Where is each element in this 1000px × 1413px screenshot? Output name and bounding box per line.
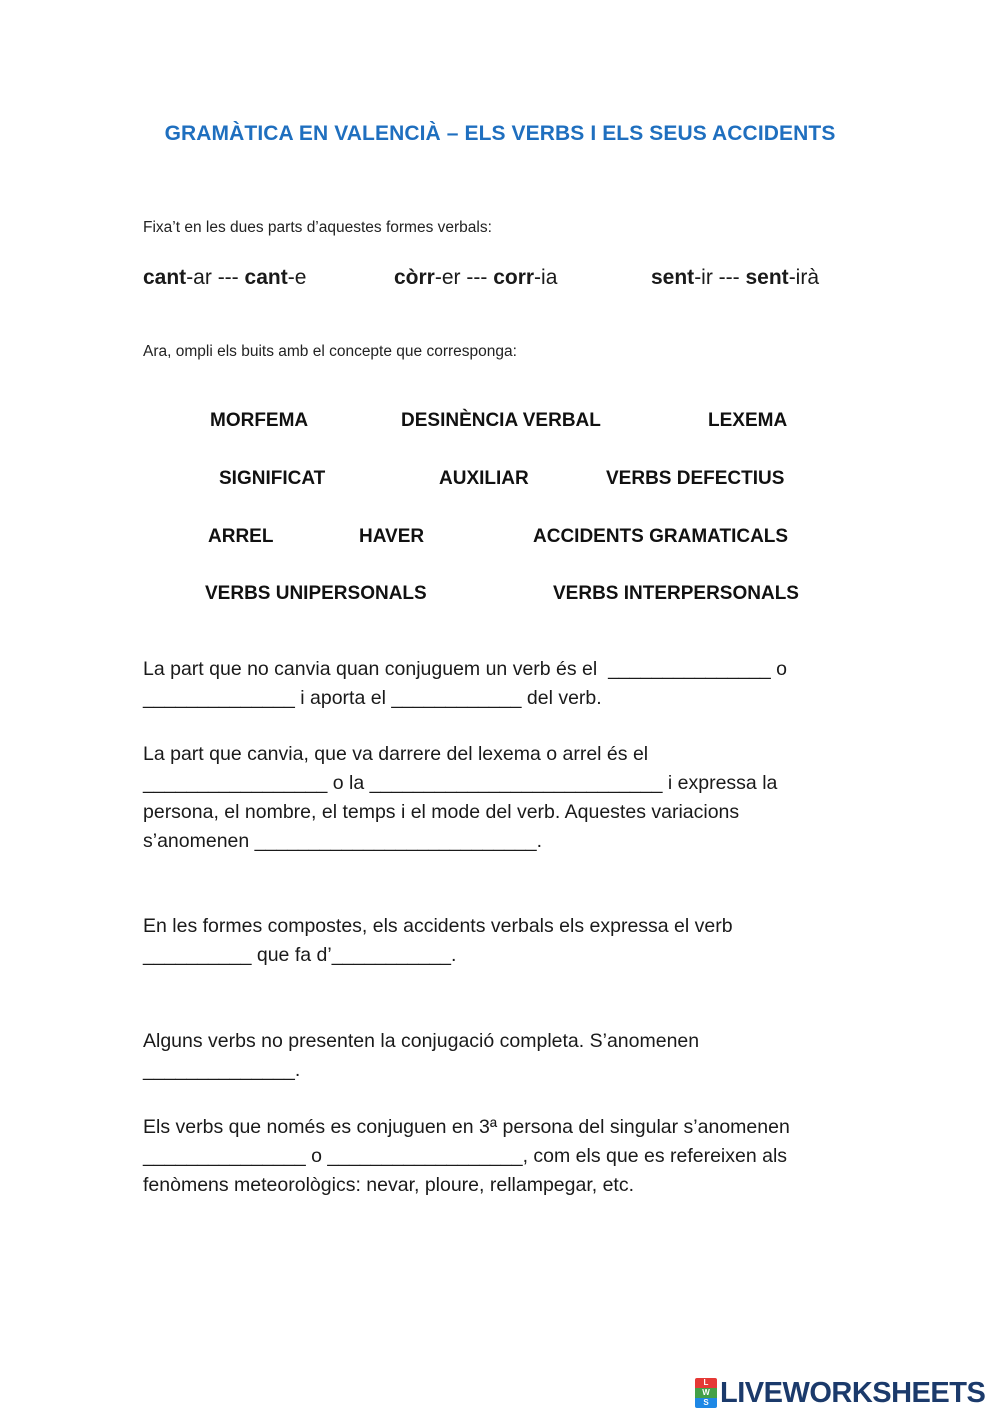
exercise-text: s’anomenen [143,830,255,852]
verb-root: sent [745,266,789,289]
verb-separator: --- [460,266,494,289]
verb-root: cant [143,266,187,289]
exercise-text: Els verbs que només es conjuguen en 3ª persona del singular s’anomenen [143,1116,790,1138]
exercise-4 [143,1027,699,1085]
exercise-5 [143,1113,790,1200]
verb-ending: -e [287,266,307,289]
blank-field[interactable]: __________________________ [254,830,537,852]
blank-field[interactable]: _______________ [608,658,771,680]
exercise-text: i aporta el [294,687,392,709]
exercise-text: i expressa la [662,772,778,794]
word-bank-auxiliar[interactable]: AUXILIAR [439,468,529,489]
word-bank-lexema[interactable]: LEXEMA [708,410,788,431]
word-bank-verbs-interpersonals[interactable]: VERBS INTERPERSONALS [553,583,799,604]
exercise-text: o la [327,772,370,794]
word-bank-arrel[interactable]: ARREL [208,526,274,547]
exercise-text: persona, el nombre, el temps i el mode del verb. Aquestes variacions [143,801,740,823]
verb-ending: -ar [186,266,212,289]
blank-field[interactable]: ______________ [143,1059,295,1081]
exercise-3 [143,912,733,970]
verb-ending: -irà [788,266,820,289]
verb-root: cant [244,266,288,289]
verb-ending: -er [434,266,461,289]
verb-form-correr [394,266,557,290]
logo-badge-letter: L [695,1378,717,1388]
word-bank-verbs-defectius[interactable]: VERBS DEFECTIUS [606,468,785,489]
blank-field[interactable]: __________ [143,944,252,966]
exercise-text: fenòmens meteorològics: nevar, ploure, rellampegar, etc. [143,1174,635,1196]
blank-field[interactable]: _______________ [143,1145,306,1167]
logo-text: LIVEWORKSHEETS [720,1376,986,1409]
verb-root: còrr [394,266,435,289]
word-bank-desinencia-verbal[interactable]: DESINÈNCIA VERBAL [401,410,601,431]
logo-badge-letter: S [695,1398,717,1408]
exercise-2 [143,740,777,856]
blank-field[interactable]: __________________ [327,1145,523,1167]
intro-instruction: Fixa’t en les dues parts d’aquestes formes verbals: [143,219,492,236]
exercise-text: En les formes compostes, els accidents verbals els expressa el verb [143,915,733,937]
word-bank-significat[interactable]: SIGNIFICAT [219,468,326,489]
word-bank-verbs-unipersonals[interactable]: VERBS UNIPERSONALS [205,583,427,604]
exercise-1 [143,655,787,713]
verb-ending: -ir [694,266,713,289]
fill-instruction: Ara, ompli els buits amb el concepte que corresponga: [143,343,517,360]
exercise-text: . [536,830,543,852]
logo-badge-icon [695,1378,717,1408]
verb-separator: --- [712,266,746,289]
blank-field[interactable]: _________________ [143,772,328,794]
exercise-text: . [294,1059,301,1081]
logo-badge-letter: W [695,1388,717,1398]
exercise-text: Alguns verbs no presenten la conjugació completa. S’anomenen [143,1030,700,1052]
word-bank-morfema[interactable]: MORFEMA [210,410,309,431]
exercise-text: . [450,944,457,966]
verb-form-cantar [143,266,306,290]
blank-field[interactable]: ______________ [143,687,295,709]
exercise-text: del verb. [521,687,602,709]
exercise-text: La part que no canvia quan conjuguem un verb és el [143,658,609,680]
verb-root: sent [651,266,695,289]
word-bank-accidents-gramaticals[interactable]: ACCIDENTS GRAMATICALS [533,526,789,547]
exercise-text: o [770,658,788,680]
exercise-text: La part que canvia, que va darrere del lexema o arrel és el [143,743,649,765]
page-title: GRAMÀTICA EN VALENCIÀ – ELS VERBS I ELS SEUS ACCIDENTS [164,122,836,145]
liveworksheets-logo[interactable] [695,1377,985,1409]
verb-separator: --- [211,266,245,289]
blank-field[interactable]: ___________ [331,944,451,966]
verb-ending: -ia [534,266,558,289]
blank-field[interactable]: ___________________________ [369,772,663,794]
exercise-text: , com els que es refereixen als [522,1145,788,1167]
verb-form-sentir [651,266,819,290]
exercise-text: que fa d’ [251,944,332,966]
exercise-text: o [305,1145,328,1167]
verb-root: corr [493,266,535,289]
word-bank-haver[interactable]: HAVER [359,526,425,547]
blank-field[interactable]: ____________ [391,687,522,709]
